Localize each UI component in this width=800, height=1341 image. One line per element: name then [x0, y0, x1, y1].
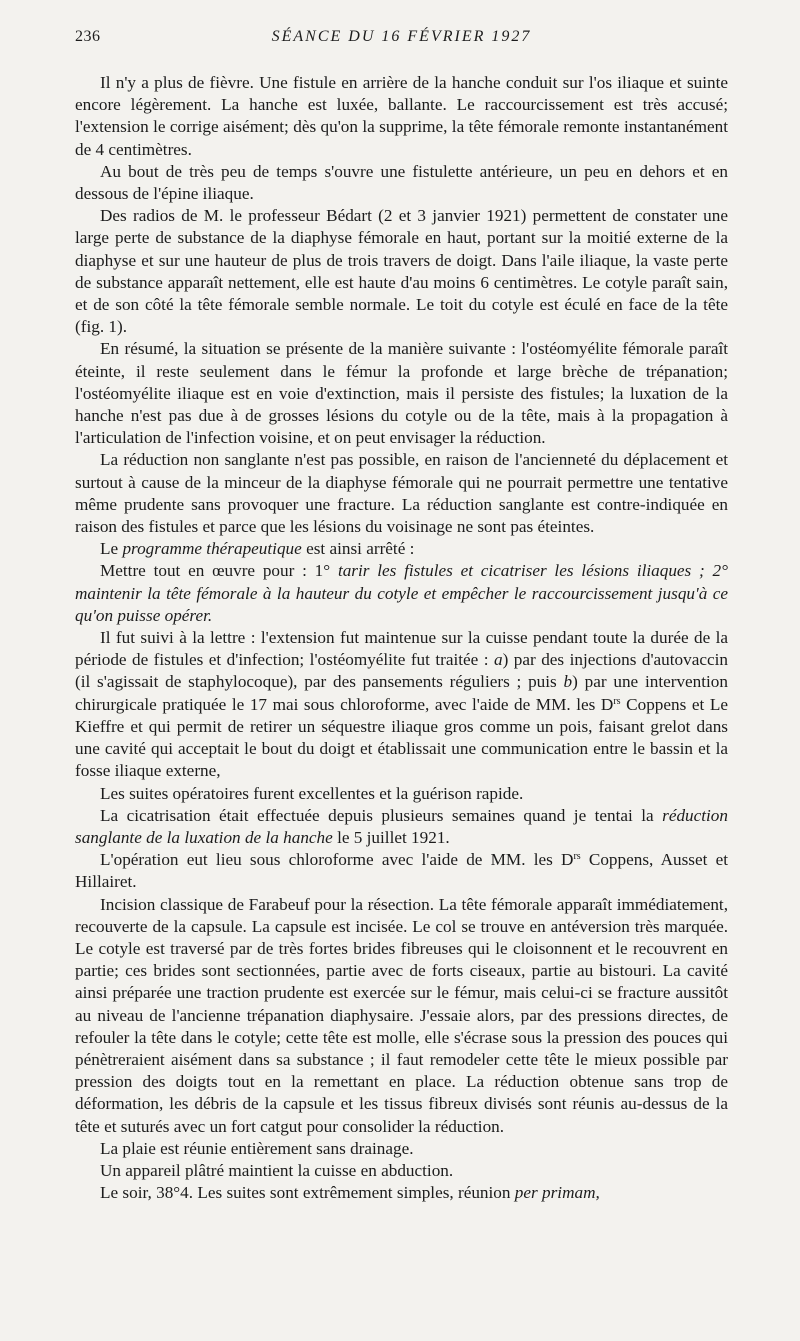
paragraph-15-lead: Le soir, 38°4. Les suites sont extrêmement simples, réunion	[100, 1183, 515, 1203]
paragraph-1: Il n'y a plus de fièvre. Une fistule en arrière de la hanche conduit sur l'os iliaque et suinte encore légèrement. La hanche est luxée, ballante. Le raccourcissement est très accusé; l'extension le corrige aisément; dès qu'on la supprime, la tête fémorale remonte instantanément de 4 centimètres.	[75, 73, 728, 159]
paragraph-10-rest: le 5 juillet 1921.	[332, 827, 450, 847]
paragraph-6	[75, 538, 728, 560]
paragraph-14: Un appareil plâtré maintient la cuisse en abduction.	[100, 1160, 454, 1180]
paragraph-11-lead: L'opération eut lieu sous chloroforme avec l'aide de MM. les D	[100, 850, 574, 870]
paragraph-7	[75, 560, 728, 627]
paragraph-10-italic: réduction sanglante de la luxation de la hanche	[75, 805, 728, 847]
paragraph-7-lead: Mettre tout en œuvre pour : 1°	[100, 561, 338, 581]
paragraph-8	[75, 627, 728, 782]
paragraph-11	[75, 849, 728, 893]
paragraph-9: Les suites opératoires furent excellentes et la guérison rapide.	[100, 783, 524, 803]
paragraph-11-sup: rs	[573, 851, 581, 863]
paragraph-2: Au bout de très peu de temps s'ouvre une fistulette antérieure, un peu en dehors et en dessous de l'épine iliaque.	[75, 161, 728, 204]
paragraph-13: La plaie est réunie entièrement sans drainage.	[100, 1138, 414, 1158]
paragraph-11-rest: Coppens, Ausset et Hillairet.	[75, 850, 728, 892]
paragraph-8-marker-b: b	[563, 672, 573, 692]
paragraph-6-rest: est ainsi arrêté :	[301, 539, 415, 559]
paragraph-8-d: Coppens et Le Kieffre et qui permit de retirer un séquestre iliaque gros comme un pois, faisant grelot dans une cavité qui acceptait le bout du doigt et établissait une communication entre le bassin et la fosse iliaque externe,	[75, 694, 728, 781]
page-number: 236	[75, 28, 101, 45]
paragraph-8-c: ) par une intervention chirurgicale pratiquée le 17 mai sous chloroforme, avec l'aide de MM. les D	[75, 672, 728, 714]
page-header	[75, 28, 728, 50]
paragraph-15	[75, 1182, 728, 1204]
paragraph-8-a: Il fut suivi à la lettre : l'extension fut maintenue sur la cuisse pendant toute la durée de la période de fistules et d'infection; l'ostéomyélite fut traitée :	[75, 628, 728, 670]
paragraph-6-lead: Le	[100, 539, 123, 559]
running-title: SÉANCE DU 16 FÉVRIER 1927	[271, 28, 532, 45]
paragraph-3: Des radios de M. le professeur Bédart (2 et 3 janvier 1921) permettent de constater une large perte de substance de la diaphyse fémorale en haut, portant sur la moitié externe de la diaphyse et sur une hauteur de plus de trois travers de doigt. Dans l'aile iliaque, la vaste perte de substance apparaît nettement, elle est haute d'au moins 6 centimètres. Le cotyle paraît sain, et de son côté la tête fémorale semble normale. Le toit du cotyle est éculé en face de la tête (fig. 1).	[75, 206, 728, 337]
paragraph-8-marker-a: a	[494, 650, 503, 670]
paragraph-15-italic: per primam,	[514, 1183, 600, 1203]
body-text	[75, 72, 728, 1204]
paragraph-5: La réduction non sanglante n'est pas possible, en raison de l'ancienneté du déplacement et surtout à cause de la minceur de la diaphyse fémorale qui ne pourrait permettre une tentative même prudente sans provoquer une fracture. La réduction sanglante est contre-indiquée en raison des fistules et parce que les lésions du voisinage ne sont pas éteintes.	[75, 450, 728, 537]
paragraph-8-sup: rs	[613, 695, 621, 707]
paragraph-4: En résumé, la situation se présente de la manière suivante : l'ostéomyélite fémorale paraît éteinte, il reste seulement dans le fémur la profonde et large brèche de trépanation; l'ostéomyélite iliaque est en voie d'extinction, mais il persiste des fistules; la luxation de la hanche n'est pas due à de grosses lésions du cotyle ou de la tête, mais à la propagation à l'articulation de l'infection voisine, et on peut envisager la réduction.	[75, 339, 728, 448]
paragraph-10-lead: La cicatrisation était effectuée depuis plusieurs semaines quand je tentai la	[100, 805, 663, 825]
paragraph-8-b: ) par des injections d'autovaccin (il s'agissait de staphylocoque), par des pansements réguliers ; puis	[75, 650, 728, 692]
paragraph-6-italic: programme thérapeutique	[122, 539, 302, 559]
paragraph-10	[75, 805, 728, 849]
paragraph-12: Incision classique de Farabeuf pour la résection. La tête fémorale apparaît immédiatement, recouverte de la capsule. La capsule est incisée. Le col se trouve en antéversion très marquée. Le cotyle est traversé par de très fortes brides fibreuses qui le cloisonnent et le recouvrent en partie; ces brides sont sectionnées, partie avec de forts ciseaux, partie au bistouri. La cavité ainsi préparée une traction prudente est exercée sur le fémur, mais celui-ci se fracture aussitôt au niveau de l'ancienne trépanation diaphysaire. J'essaie alors, par des pressions directes, de refouler la tête dans le cotyle; cette tête est molle, elle s'écrase sous la pression des pouces qui pénètreraient aisément dans sa substance ; il faut remodeler cette tête le mieux possible par pression des doigts tout en la remettant en place. La réduction obtenue sans trop de déformation, les débris de la capsule et les tissus fibreux divisés sont réunis au-dessus de la tête et suturés avec un fort catgut pour consolider la réduction.	[75, 894, 728, 1136]
paragraph-7-italic: tarir les fistules et cicatriser les lésions iliaques ; 2° maintenir la tête fémorale à la hauteur du cotyle et empêcher le raccourcissement jusqu'à ce qu'on puisse opérer.	[75, 561, 728, 625]
